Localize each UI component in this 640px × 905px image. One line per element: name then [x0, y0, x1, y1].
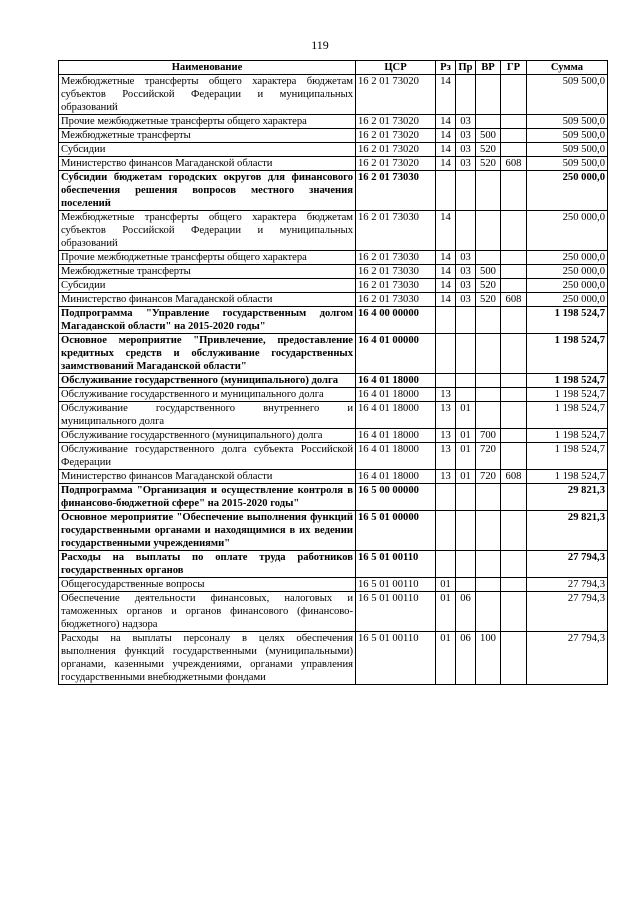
cell-gr	[501, 211, 527, 251]
cell-gr	[501, 388, 527, 402]
cell-name: Министерство финансов Магаданской области	[59, 293, 356, 307]
table-row	[59, 211, 608, 251]
table-row	[59, 429, 608, 443]
cell-vr: 100	[476, 632, 501, 685]
cell-name: Субсидии	[59, 143, 356, 157]
cell-gr: 608	[501, 470, 527, 484]
cell-pr: 06	[456, 632, 476, 685]
cell-name: Обслуживание государственного (муниципального) долга	[59, 374, 356, 388]
table-row	[59, 402, 608, 429]
table-row	[59, 388, 608, 402]
cell-vr: 720	[476, 470, 501, 484]
cell-gr	[501, 551, 527, 578]
cell-pr	[456, 374, 476, 388]
cell-gr: 608	[501, 157, 527, 171]
cell-vr	[476, 334, 501, 374]
cell-vr	[476, 484, 501, 511]
cell-pr: 01	[456, 470, 476, 484]
cell-gr	[501, 115, 527, 129]
cell-rz: 01	[436, 632, 456, 685]
cell-sum: 27 794,3	[527, 551, 608, 578]
cell-csr: 16 4 01 18000	[356, 388, 436, 402]
cell-gr	[501, 251, 527, 265]
cell-gr	[501, 265, 527, 279]
cell-rz: 13	[436, 470, 456, 484]
cell-name: Обслуживание государственного долга субъекта Российской Федерации	[59, 443, 356, 470]
cell-pr: 03	[456, 157, 476, 171]
cell-name: Субсидии бюджетам городских округов для финансового обеспечения решения вопросов местного значения поселений	[59, 171, 356, 211]
table-row	[59, 171, 608, 211]
cell-gr	[501, 443, 527, 470]
cell-name: Межбюджетные трансферты	[59, 265, 356, 279]
cell-vr	[476, 592, 501, 632]
cell-vr: 720	[476, 443, 501, 470]
cell-vr: 520	[476, 279, 501, 293]
cell-gr	[501, 632, 527, 685]
cell-rz: 14	[436, 75, 456, 115]
cell-name: Обслуживание государственного и муниципального долга	[59, 388, 356, 402]
cell-rz: 13	[436, 429, 456, 443]
table-row	[59, 484, 608, 511]
cell-csr: 16 2 01 73030	[356, 265, 436, 279]
cell-rz	[436, 334, 456, 374]
cell-pr	[456, 551, 476, 578]
cell-pr: 03	[456, 143, 476, 157]
cell-gr	[501, 511, 527, 551]
cell-csr: 16 5 01 00110	[356, 632, 436, 685]
table-row	[59, 265, 608, 279]
cell-pr	[456, 484, 476, 511]
cell-pr	[456, 578, 476, 592]
cell-csr: 16 2 01 73020	[356, 115, 436, 129]
cell-csr: 16 2 01 73030	[356, 171, 436, 211]
table-row	[59, 470, 608, 484]
cell-csr: 16 2 01 73020	[356, 129, 436, 143]
cell-sum: 1 198 524,7	[527, 470, 608, 484]
cell-gr	[501, 429, 527, 443]
cell-sum: 1 198 524,7	[527, 443, 608, 470]
cell-sum: 250 000,0	[527, 279, 608, 293]
cell-gr	[501, 484, 527, 511]
cell-rz: 01	[436, 578, 456, 592]
cell-pr: 01	[456, 402, 476, 429]
cell-rz	[436, 551, 456, 578]
cell-name: Министерство финансов Магаданской области	[59, 470, 356, 484]
cell-vr: 500	[476, 265, 501, 279]
cell-pr: 01	[456, 429, 476, 443]
cell-sum: 29 821,3	[527, 511, 608, 551]
cell-rz: 13	[436, 402, 456, 429]
cell-pr	[456, 211, 476, 251]
cell-name: Межбюджетные трансферты общего характера бюджетам субъектов Российской Федерации и муниципальных образований	[59, 75, 356, 115]
cell-csr: 16 5 00 00000	[356, 484, 436, 511]
cell-gr	[501, 334, 527, 374]
cell-sum: 509 500,0	[527, 115, 608, 129]
cell-vr: 520	[476, 293, 501, 307]
cell-sum: 509 500,0	[527, 75, 608, 115]
cell-name: Обслуживание государственного внутреннего и муниципального долга	[59, 402, 356, 429]
cell-rz: 14	[436, 293, 456, 307]
cell-sum: 509 500,0	[527, 157, 608, 171]
cell-csr: 16 4 01 18000	[356, 470, 436, 484]
cell-rz: 14	[436, 265, 456, 279]
cell-vr: 520	[476, 143, 501, 157]
table-row	[59, 578, 608, 592]
cell-vr	[476, 115, 501, 129]
header-csr: ЦСР	[356, 61, 436, 75]
table-row	[59, 334, 608, 374]
cell-vr	[476, 511, 501, 551]
cell-csr: 16 4 01 18000	[356, 374, 436, 388]
cell-name: Прочие межбюджетные трансферты общего характера	[59, 251, 356, 265]
cell-sum: 509 500,0	[527, 129, 608, 143]
cell-name: Подпрограмма "Управление государственным долгом Магаданской области" на 2015-2020 годы"	[59, 307, 356, 334]
cell-rz: 13	[436, 388, 456, 402]
table-row	[59, 511, 608, 551]
cell-csr: 16 5 01 00110	[356, 578, 436, 592]
cell-rz	[436, 374, 456, 388]
cell-pr	[456, 75, 476, 115]
cell-pr	[456, 307, 476, 334]
table-row	[59, 632, 608, 685]
cell-pr	[456, 511, 476, 551]
cell-gr	[501, 592, 527, 632]
cell-pr: 03	[456, 115, 476, 129]
cell-vr	[476, 211, 501, 251]
cell-gr	[501, 279, 527, 293]
cell-sum: 27 794,3	[527, 592, 608, 632]
cell-name: Подпрограмма "Организация и осуществление контроля в финансово-бюджетной сфере" на 2015-2020 годы"	[59, 484, 356, 511]
cell-csr: 16 4 00 00000	[356, 307, 436, 334]
cell-sum: 1 198 524,7	[527, 429, 608, 443]
cell-pr: 03	[456, 279, 476, 293]
cell-name: Расходы на выплаты по оплате труда работников государственных органов	[59, 551, 356, 578]
cell-rz	[436, 307, 456, 334]
cell-vr: 700	[476, 429, 501, 443]
header-gr: ГР	[501, 61, 527, 75]
cell-name: Общегосударственные вопросы	[59, 578, 356, 592]
cell-pr: 01	[456, 443, 476, 470]
cell-csr: 16 4 01 18000	[356, 443, 436, 470]
table-row	[59, 75, 608, 115]
cell-name: Основное мероприятие "Обеспечение выполнения функций государственными органами и находящимися в их ведении государственными учреждениями"	[59, 511, 356, 551]
cell-rz: 14	[436, 157, 456, 171]
cell-sum: 1 198 524,7	[527, 307, 608, 334]
cell-sum: 1 198 524,7	[527, 374, 608, 388]
cell-sum: 250 000,0	[527, 251, 608, 265]
cell-csr: 16 2 01 73020	[356, 143, 436, 157]
cell-csr: 16 4 01 00000	[356, 334, 436, 374]
cell-vr: 520	[476, 157, 501, 171]
cell-vr	[476, 75, 501, 115]
header-sum: Сумма	[527, 61, 608, 75]
cell-name: Расходы на выплаты персоналу в целях обеспечения выполнения функций государственными (муниципальными) органами, казенными учреждениями, органами управления государственными внебюджетными фондами	[59, 632, 356, 685]
cell-gr	[501, 578, 527, 592]
cell-vr	[476, 388, 501, 402]
table-row	[59, 129, 608, 143]
cell-sum: 1 198 524,7	[527, 334, 608, 374]
cell-csr: 16 5 01 00110	[356, 592, 436, 632]
cell-pr	[456, 171, 476, 211]
table-row	[59, 592, 608, 632]
cell-sum: 250 000,0	[527, 293, 608, 307]
cell-gr	[501, 402, 527, 429]
cell-vr	[476, 374, 501, 388]
cell-rz: 14	[436, 115, 456, 129]
cell-pr	[456, 388, 476, 402]
cell-pr: 06	[456, 592, 476, 632]
cell-vr: 500	[476, 129, 501, 143]
table-header-row	[59, 61, 608, 75]
cell-rz	[436, 171, 456, 211]
cell-csr: 16 2 01 73030	[356, 251, 436, 265]
cell-name: Межбюджетные трансферты общего характера бюджетам субъектов Российской Федерации и муниципальных образований	[59, 211, 356, 251]
cell-csr: 16 4 01 18000	[356, 429, 436, 443]
cell-rz: 14	[436, 279, 456, 293]
cell-csr: 16 2 01 73030	[356, 211, 436, 251]
cell-rz: 13	[436, 443, 456, 470]
cell-csr: 16 2 01 73030	[356, 279, 436, 293]
cell-gr	[501, 171, 527, 211]
cell-vr	[476, 251, 501, 265]
cell-vr	[476, 307, 501, 334]
cell-rz	[436, 484, 456, 511]
cell-vr	[476, 578, 501, 592]
cell-csr: 16 5 01 00000	[356, 511, 436, 551]
table-row	[59, 251, 608, 265]
cell-rz: 14	[436, 251, 456, 265]
table-row	[59, 307, 608, 334]
table-row	[59, 293, 608, 307]
cell-gr: 608	[501, 293, 527, 307]
cell-sum: 250 000,0	[527, 211, 608, 251]
cell-sum: 1 198 524,7	[527, 402, 608, 429]
header-rz: Рз	[436, 61, 456, 75]
cell-gr	[501, 307, 527, 334]
cell-sum: 250 000,0	[527, 171, 608, 211]
cell-name: Основное мероприятие "Привлечение, предоставление кредитных средств и обслуживание государственных заимствований Магаданской области"	[59, 334, 356, 374]
header-pr: Пр	[456, 61, 476, 75]
cell-vr	[476, 551, 501, 578]
cell-name: Прочие межбюджетные трансферты общего характера	[59, 115, 356, 129]
cell-name: Обеспечение деятельности финансовых, налоговых и таможенных органов и органов финансового (финансово-бюджетного) надзора	[59, 592, 356, 632]
cell-pr: 03	[456, 251, 476, 265]
cell-name: Субсидии	[59, 279, 356, 293]
cell-sum: 250 000,0	[527, 265, 608, 279]
cell-sum: 509 500,0	[527, 143, 608, 157]
cell-name: Министерство финансов Магаданской области	[59, 157, 356, 171]
cell-gr	[501, 129, 527, 143]
cell-sum: 27 794,3	[527, 578, 608, 592]
cell-pr: 03	[456, 129, 476, 143]
cell-gr	[501, 143, 527, 157]
cell-vr	[476, 171, 501, 211]
table-row	[59, 115, 608, 129]
cell-csr: 16 4 01 18000	[356, 402, 436, 429]
header-name: Наименование	[59, 61, 356, 75]
cell-csr: 16 2 01 73020	[356, 157, 436, 171]
table-row	[59, 374, 608, 388]
cell-gr	[501, 75, 527, 115]
cell-rz: 14	[436, 143, 456, 157]
page-number: 119	[311, 38, 329, 52]
cell-pr	[456, 334, 476, 374]
cell-sum: 29 821,3	[527, 484, 608, 511]
header-vr: ВР	[476, 61, 501, 75]
table-row	[59, 443, 608, 470]
cell-pr: 03	[456, 265, 476, 279]
cell-rz: 14	[436, 129, 456, 143]
cell-name: Обслуживание государственного (муниципального) долга	[59, 429, 356, 443]
cell-csr: 16 2 01 73030	[356, 293, 436, 307]
table-body	[59, 75, 608, 685]
cell-rz	[436, 511, 456, 551]
cell-csr: 16 5 01 00110	[356, 551, 436, 578]
cell-rz: 14	[436, 211, 456, 251]
table-row	[59, 143, 608, 157]
table-row	[59, 551, 608, 578]
cell-sum: 1 198 524,7	[527, 388, 608, 402]
cell-vr	[476, 402, 501, 429]
cell-gr	[501, 374, 527, 388]
cell-sum: 27 794,3	[527, 632, 608, 685]
cell-csr: 16 2 01 73020	[356, 75, 436, 115]
table-row	[59, 279, 608, 293]
cell-rz: 01	[436, 592, 456, 632]
table-row	[59, 157, 608, 171]
cell-pr: 03	[456, 293, 476, 307]
cell-name: Межбюджетные трансферты	[59, 129, 356, 143]
budget-table	[58, 60, 608, 685]
